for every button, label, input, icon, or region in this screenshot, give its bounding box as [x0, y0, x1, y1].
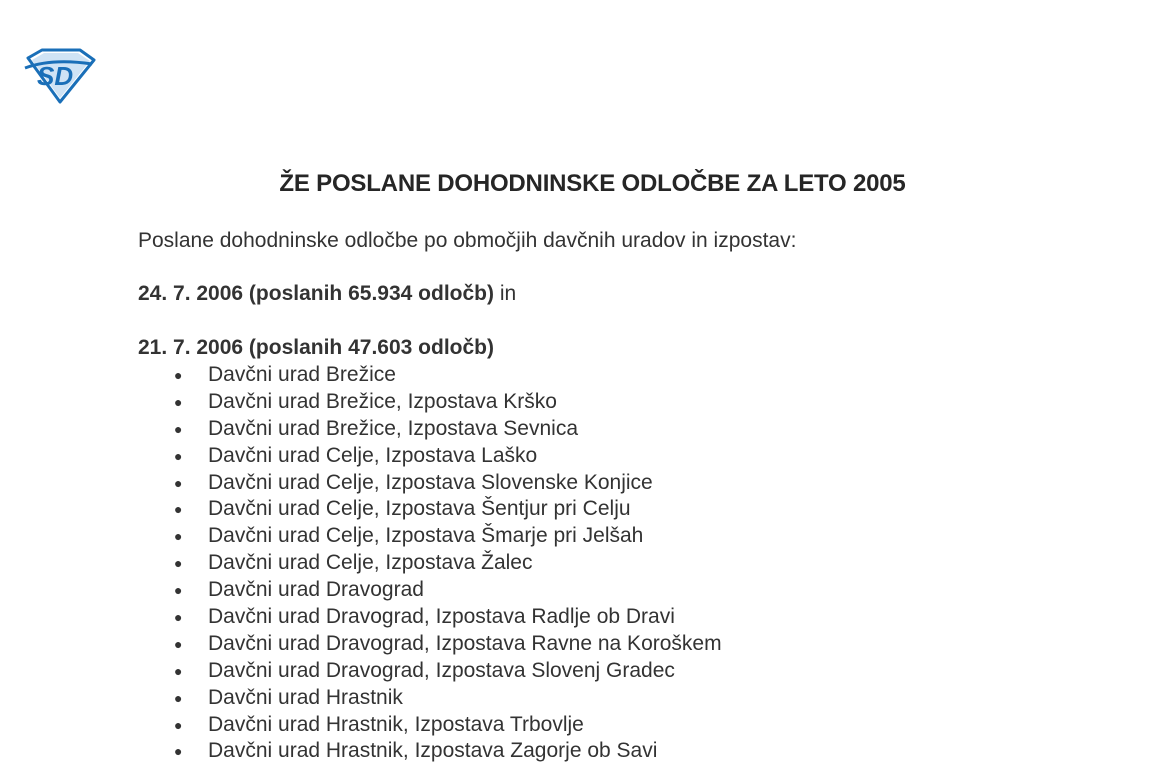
office-name: Davčni urad Hrastnik, Izpostava Zagorje ob Savi — [208, 739, 658, 763]
office-name: Davčni urad Brežice, Izpostava Sevnica — [208, 416, 579, 440]
list-item — [0, 416, 722, 443]
bullet-icon: ● — [174, 716, 183, 733]
intro-text: Poslane dohodninske odločbe po območjih davčnih uradov in izpostav: — [138, 229, 797, 252]
sd-logo-icon — [22, 48, 96, 104]
batch-1-line — [138, 282, 516, 306]
bullet-icon: ● — [174, 743, 183, 760]
office-name: Davčni urad Dravograd, Izpostava Slovenj Gradec — [208, 658, 675, 682]
bullet-icon: ● — [174, 447, 183, 464]
bullet-icon: ● — [174, 662, 183, 679]
bullet-icon: ● — [174, 501, 183, 518]
office-name: Davčni urad Hrastnik, Izpostava Trbovlje — [208, 712, 584, 736]
batch-2-line: 21. 7. 2006 (poslanih 47.603 odločb) — [138, 336, 494, 359]
batch-1-suffix: in — [493, 282, 517, 305]
list-item — [0, 496, 722, 523]
office-name: Davčni urad Dravograd, Izpostava Radlje ob Dravi — [208, 605, 675, 629]
bullet-icon: ● — [174, 555, 183, 572]
bullet-icon: ● — [174, 689, 183, 706]
batch-1-date: 24. 7. 2006 (poslanih 65.934 odločb) — [138, 282, 494, 305]
office-name: Davčni urad Celje, Izpostava Žalec — [208, 551, 533, 575]
office-name: Davčni urad Dravograd — [208, 578, 424, 602]
bullet-icon: ● — [174, 474, 183, 491]
list-item — [0, 577, 722, 604]
list-item — [0, 550, 722, 577]
bullet-icon: ● — [174, 420, 183, 437]
logo-letters: SD — [37, 61, 74, 91]
office-name: Davčni urad Brežice, Izpostava Krško — [208, 389, 557, 413]
office-name: Davčni urad Celje, Izpostava Laško — [208, 443, 538, 467]
office-name: Davčni urad Celje, Izpostava Slovenske Konjice — [208, 470, 653, 494]
list-item — [0, 443, 722, 470]
list-item — [0, 470, 722, 497]
office-name: Davčni urad Brežice — [208, 363, 396, 386]
list-item — [0, 658, 722, 685]
list-item — [0, 362, 722, 389]
office-list — [0, 362, 722, 765]
list-item — [0, 712, 722, 739]
list-item — [0, 604, 722, 631]
bullet-icon: ● — [174, 367, 183, 383]
list-item — [0, 523, 722, 550]
list-item — [0, 389, 722, 416]
office-name: Davčni urad Dravograd, Izpostava Ravne na Koroškem — [208, 631, 722, 655]
bullet-icon: ● — [174, 635, 183, 652]
office-name: Davčni urad Celje, Izpostava Šmarje pri Jelšah — [208, 524, 644, 548]
office-name: Davčni urad Hrastnik — [208, 685, 403, 709]
bullet-icon: ● — [174, 582, 183, 599]
bullet-icon: ● — [174, 609, 183, 626]
bullet-icon: ● — [174, 528, 183, 545]
list-item — [0, 738, 722, 765]
page-title: ŽE POSLANE DOHODNINSKE ODLOČBE ZA LETO 2005 — [279, 170, 906, 197]
list-item — [0, 685, 722, 712]
list-item — [0, 631, 722, 658]
office-name: Davčni urad Celje, Izpostava Šentjur pri Celju — [208, 497, 631, 521]
bullet-icon: ● — [174, 393, 183, 410]
